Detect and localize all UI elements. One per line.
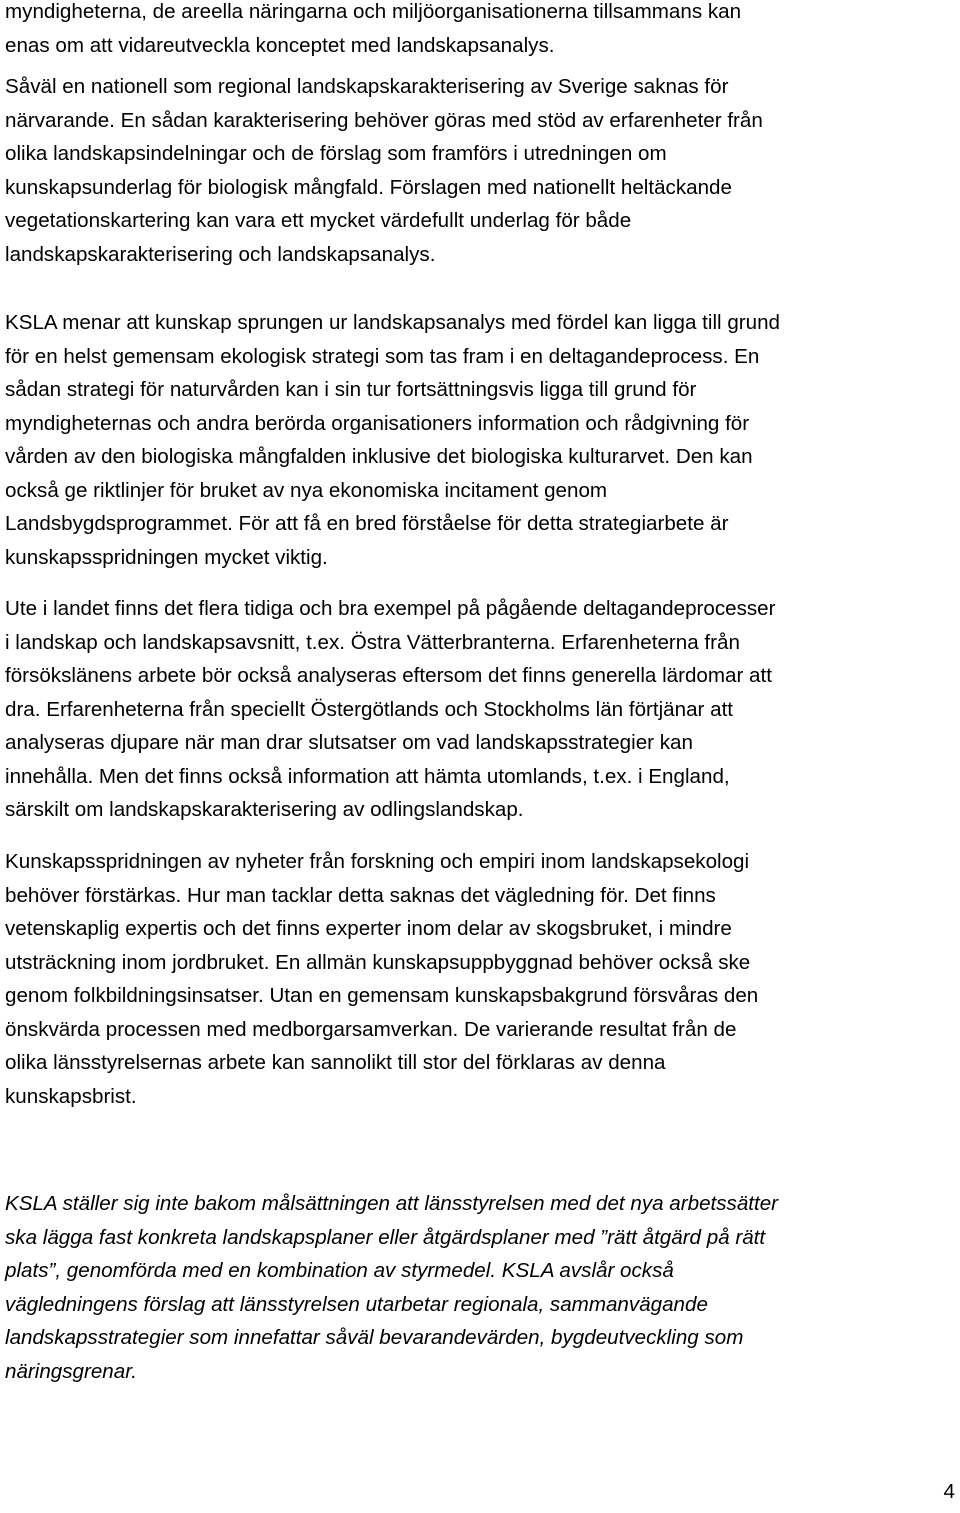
paragraph-knowledge-dissemination xyxy=(5,845,957,1113)
text-line: Ute i landet finns det flera tidiga och bra exempel på pågående deltagandeprocesser xyxy=(5,597,776,620)
text-line: Kunskapsspridningen av nyheter från forskning och empiri inom landskapsekologi xyxy=(5,850,750,873)
text-line: behöver förstärkas. Hur man tacklar detta saknas det vägledning för. Det finns xyxy=(5,883,716,907)
text-line: myndigheterna, de areella näringarna och miljöorganisationerna tillsammans kan xyxy=(5,0,742,23)
text-line: kunskapsspridningen mycket viktig. xyxy=(5,545,328,569)
text-line: myndigheternas och andra berörda organisationers information och rådgivning för xyxy=(5,411,750,435)
text-line: olika länsstyrelsernas arbete kan sannolikt till stor del förklaras av denna xyxy=(5,1051,666,1074)
text-line: landskapskarakterisering och landskapsanalys. xyxy=(5,242,436,266)
paragraph-examples xyxy=(5,592,957,827)
text-line: önskvärda processen med medborgarsamverkan. De varierande resultat från de xyxy=(5,1017,737,1041)
text-line: näringsgrenar. xyxy=(5,1359,138,1383)
text-line: också ge riktlinjer för bruket av nya ekonomiska incitament genom xyxy=(5,478,608,502)
text-line: plats”, genomförda med en kombination av styrmedel. KSLA avslår också xyxy=(5,1259,674,1282)
text-line: KSLA menar att kunskap sprungen ur landskapsanalys med fördel kan ligga till grund xyxy=(5,311,781,334)
text-line: särskilt om landskapskarakterisering av odlingslandskap. xyxy=(5,798,524,821)
page-number: 4 xyxy=(943,1480,955,1503)
paragraph-intro-continuation xyxy=(5,0,957,62)
text-line: kunskapsunderlag för biologisk mångfald. Förslagen med nationellt heltäckande xyxy=(5,175,732,199)
text-line: vetenskaplig expertis och det finns experter inom delar av skogsbruket, i mindre xyxy=(5,917,732,940)
text-line: ska lägga fast konkreta landskapsplaner eller åtgärdsplaner med ”rätt åtgärd på rätt xyxy=(5,1225,766,1249)
paragraph-ksla-strategy xyxy=(5,306,957,574)
text-line: närvarande. En sådan karakterisering behöver göras med stöd av erfarenheter från xyxy=(5,108,763,132)
text-line: för en helst gemensam ekologisk strategi som tas fram i en deltagandeprocess. En xyxy=(5,344,760,368)
text-line: försökslänens arbete bör också analyseras eftersom det finns generella lärdomar att xyxy=(5,664,772,687)
text-line: innehålla. Men det finns också information att hämta utomlands, t.ex. i England, xyxy=(5,764,730,788)
text-line: KSLA ställer sig inte bakom målsättningen att länsstyrelsen med det nya arbetssätter xyxy=(5,1192,779,1215)
text-line: analyseras djupare när man drar slutsatser om vad landskapsstrategier kan xyxy=(5,731,693,754)
paragraph-landscape-characterisation xyxy=(5,70,957,271)
text-line: vegetationskartering kan vara ett mycket värdefullt underlag för både xyxy=(5,209,632,232)
paragraph-ksla-position-italic xyxy=(5,1187,957,1388)
text-line: landskapsstrategier som innefattar såväl bevarandevärden, bygdeutveckling som xyxy=(5,1326,744,1349)
text-line: dra. Erfarenheterna från speciellt Östergötlands och Stockholms län förtjänar att xyxy=(5,697,734,721)
text-line: Såväl en nationell som regional landskapskarakterisering av Sverige saknas för xyxy=(5,75,729,98)
text-line: vägledningens förslag att länsstyrelsen utarbetar regionala, sammanvägande xyxy=(5,1292,708,1316)
text-line: olika landskapsindelningar och de förslag som framförs i utredningen om xyxy=(5,142,667,165)
text-line: i landskap och landskapsavsnitt, t.ex. Östra Vätterbranterna. Erfarenheterna från xyxy=(5,630,740,654)
text-line: vården av den biologiska mångfalden inklusive det biologiska kulturarvet. Den kan xyxy=(5,445,753,468)
text-line: utsträckning inom jordbruket. En allmän kunskapsuppbyggnad behöver också ske xyxy=(5,950,751,974)
text-line: genom folkbildningsinsatser. Utan en gemensam kunskapsbakgrund försvåras den xyxy=(5,984,759,1007)
text-line: kunskapsbrist. xyxy=(5,1084,137,1108)
text-line: enas om att vidareutveckla konceptet med landskapsanalys. xyxy=(5,33,555,57)
text-line: sådan strategi för naturvården kan i sin tur fortsättningsvis ligga till grund för xyxy=(5,378,697,401)
text-line: Landsbygdsprogrammet. För att få en bred förståelse för detta strategiarbete är xyxy=(5,512,729,535)
